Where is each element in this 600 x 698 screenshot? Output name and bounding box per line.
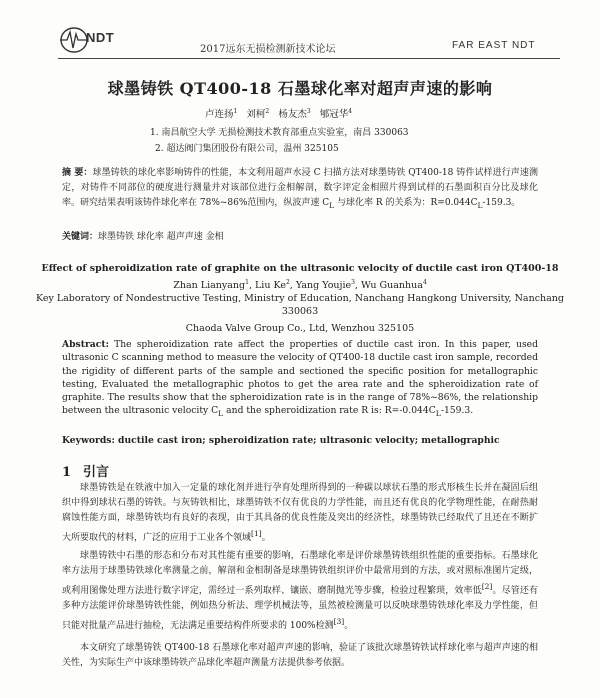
subscript: L [435,409,441,419]
author-sup: 4 [422,279,427,286]
abstract-en-text: and the spheroidization rate R is: R=-0.044C [223,405,436,417]
paragraph-text: 球墨铸铁中石墨的形态和分布对其性能有重要的影响，石墨球化率是评价球墨铸铁组织性能的重要指标。石墨球化率方法用于球墨铸铁球化率测量之前，解剖和金相制备是球墨铸铁组织评价中最常用到的方法，或对照标准图片定级，或利用图像处理方法进行数字评定，需经过一系列取样、镶嵌、磨制抛光等步骤，检验过程繁琐，效率低 [62,551,538,596]
paper-title-cn: 球墨铸铁 QT400-18 石墨球化率对超声声速的影响 [107,79,493,98]
logo-text: NDT [86,30,115,45]
section-title: 引言 [83,465,110,480]
body-paragraph-1 [62,481,538,546]
body-paragraph-3 [62,641,538,671]
keywords-en-text: ductile cast iron; spheroidization rate; ultrasonic velocity; metallographic [114,435,500,446]
author-sup: 2 [265,107,270,115]
journal-name: FAR EAST NDT [452,40,536,51]
authors-cn [205,106,352,120]
author-sup: 2 [285,279,290,286]
author-sup: 1 [245,279,249,286]
header-divider [58,58,560,59]
affiliation-cn-1: 1. 南昌航空大学 无损检测技术教育部重点实验室，南昌 330063 [150,128,409,138]
paragraph-text: 。 [261,533,271,543]
author-cn: 刘柯 [246,109,266,120]
abstract-cn-text: 球墨铸铁的球化率影响铸件的性能，本文利用超声水浸 C 扫描方法对球墨铸铁 QT400-18 铸件试样进行声速测定，对铸件不同部位的硬度进行测量并对该部位进行金相解剖，数字评定金相照片得到试样的石墨面积百分比及球化率。研究结果表明该铸件球化率在 78%~86%范围内，纵波声速 C [62,168,538,208]
abstract-en [62,338,538,421]
keywords-en-label: Keywords: [62,435,115,446]
author-en: Yang Youjie [295,280,352,292]
conference-name: 2017远东无损检测新技术论坛 [200,44,336,55]
abstract-cn-text: 与球化率 R 的关系为：R=0.044C [334,198,478,208]
subscript: L [477,200,483,210]
abstract-en-label: Abstract: [62,339,109,350]
subscript: L [218,409,224,419]
conference-logo [58,24,128,56]
affiliation-en-1-postcode: 330063 [281,306,319,317]
subscript: L [329,200,335,210]
abstract-cn-text: -159.3。 [482,198,521,208]
abstract-cn-label: 摘 要： [62,168,93,178]
author-cn: 卢连扬 [205,109,234,120]
abstract-en-text: The spheroidization rate affect the properties of ductile cast iron. In this paper, used ultrasonic C scanning method to measure the velocity of QT400-18 ductile cast iron sample, recorded the rigidity of different parts of the sample and sectioned the specific position for metallographic testing, Evaluated the metallographic photos to get the area rate and the spheroidization rate of graphite. The results show that the spheroidization rate is in the range of 78%~86%, the relationship between the ultrasonic velocity C [62,339,538,417]
paragraph-text: 。尽管还有多种方法能评价球墨铸铁性能，例如热分析法、理学机械法等，虽然被检测量可以反映球墨铸铁球化率及力学性能，但只能对批量产品进行抽检，无法满足重要结构件所要求的 100%检测 [62,586,538,631]
affiliation-en-2: Chaoda Valve Group Co., Ltd, Wenzhou 325105 [185,323,415,334]
author-cn: 杨友杰 [278,109,307,120]
citation-ref: [1] [251,529,262,538]
author-en: Zhan Lianyang [173,280,246,292]
abstract-cn [62,166,538,213]
author-en: Wu Guanhua [361,280,423,292]
author-sup: 4 [348,107,353,115]
author-sup: 3 [351,279,355,286]
paragraph-text: 。 [344,621,354,631]
body-paragraph-2 [62,549,538,634]
author-sup: 1 [233,107,238,115]
keywords-cn-label: 关键词： [62,232,99,242]
citation-ref: [3] [333,617,345,626]
affiliation-cn-2: 2. 超达阀门集团股份有限公司，温州 325105 [155,144,339,154]
affiliation-en-1: Key Laboratory of Nondestructive Testing, Ministry of Education, Nanchang Hangkong University, Nanchang [35,293,564,304]
abstract-en-text: -159.3. [440,405,474,417]
section-heading [62,461,121,480]
authors-en: Zhan Lianyang$^1$, Liu Ke$^2$, Yang Youjie$^3$, Wu Guanhua$^4$ [173,279,427,292]
paragraph-text: 球墨铸铁是在铁液中加入一定量的球化剂并进行孕育处理所得到的一种碳以球状石墨的形式形核生长并在凝固后组织中得到球状石墨的铸铁。与灰铸铁相比，球墨铸铁不仅有优良的力学性能，而且还有优良的化学物理性能，在耐热耐腐蚀性能方面，球墨铸铁均有良好的表现，由于其具备的优良性能及突出的经济性，球墨铸铁已经取代了且还在不断扩大所要取代的材料，广泛的应用于工业各个领域 [62,483,538,543]
author-en: Liu Ke [255,280,286,292]
keywords-cn [62,230,538,245]
author-sup: 3 [306,107,311,115]
keywords-cn-text: 球墨铸铁 球化率 超声声速 金相 [98,232,224,242]
keywords-en [62,433,538,448]
paragraph-text: 本文研究了球墨铸铁 QT400-18 石墨球化率对超声声速的影响，验证了该批次球墨铸铁试样球化率与超声声速的相关性，为实际生产中该球墨铸铁产品球化率超声测量方法提供参考依据。 [62,643,538,668]
author-cn: 郇冠华 [319,109,349,120]
paper-title-en: Effect of spheroidization rate of graphite on the ultrasonic velocity of ductile cast iron QT400-18 [41,263,559,274]
section-number: 1 [62,465,72,480]
citation-ref: [2] [481,582,493,591]
